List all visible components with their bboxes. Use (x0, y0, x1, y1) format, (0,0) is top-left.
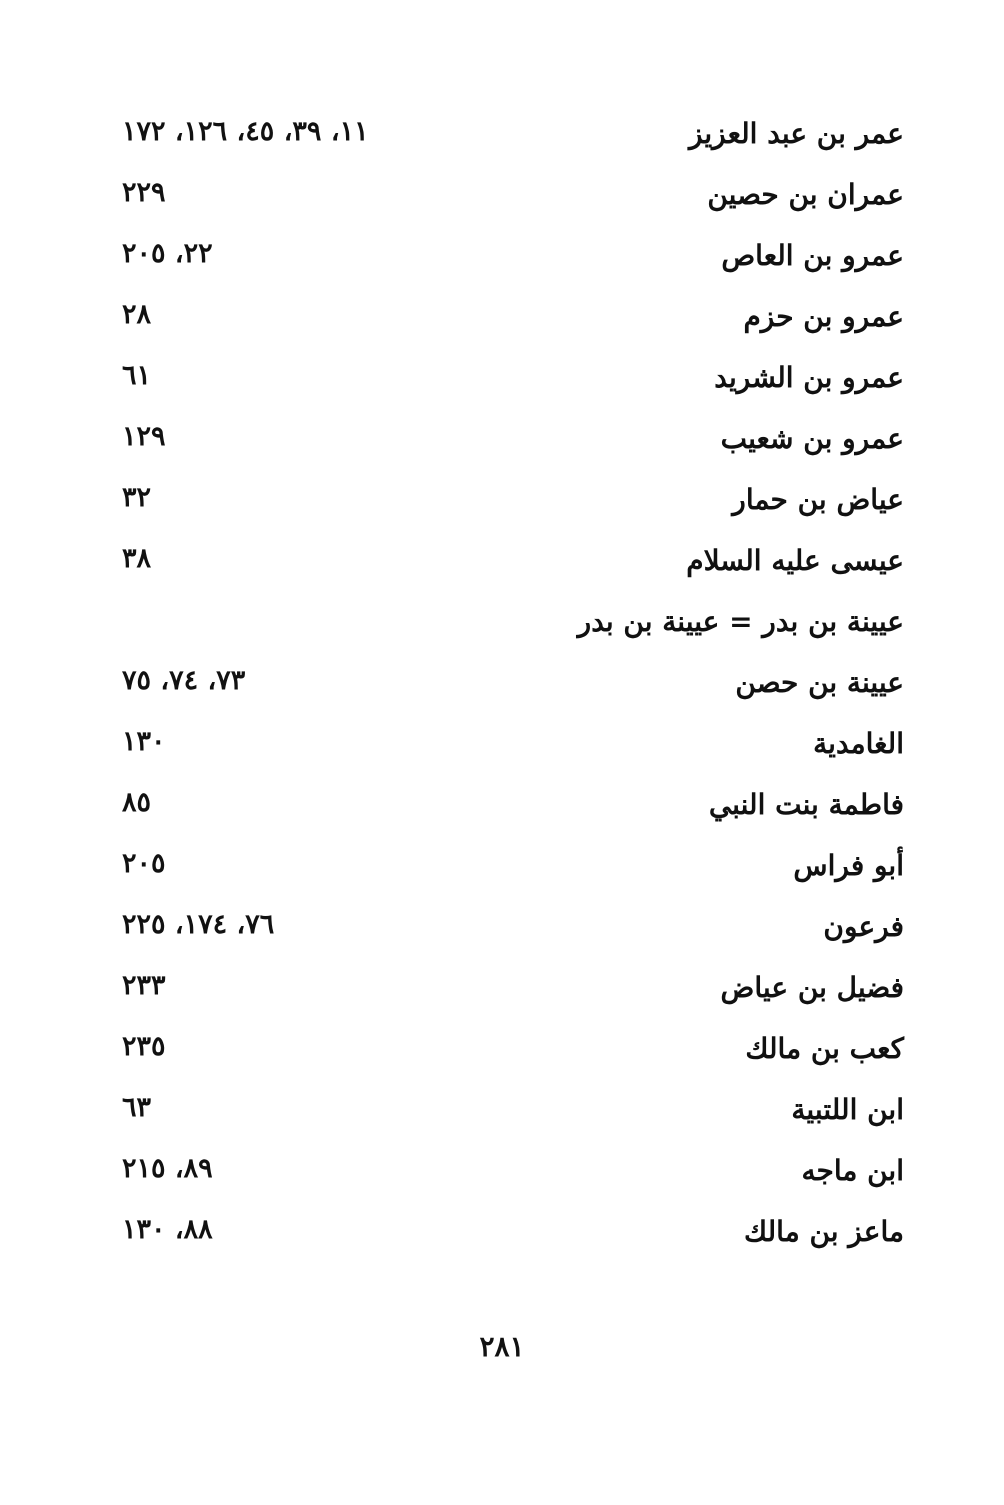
index-entry (112, 1023, 904, 1084)
index-entry (112, 1145, 904, 1206)
entry-name: عمرو بن العاص (721, 239, 904, 272)
index-entry (112, 779, 904, 840)
entry-name: عمرو بن شعيب (720, 422, 904, 455)
entry-pages: ٧٣، ٧٤، ٧٥ (122, 665, 246, 696)
entry-pages: ١١، ٣٩، ٤٥، ١٢٦، ١٧٢ (122, 116, 369, 147)
entry-pages: ٦٣ (122, 1092, 152, 1123)
entry-pages: ٨٥ (122, 787, 152, 818)
entry-pages: ٨٩، ٢١٥ (122, 1153, 213, 1184)
entry-name: فاطمة بنت النبي (708, 788, 904, 821)
index-entry (112, 718, 904, 779)
entry-name: عيينة بن بدر = عيينة بن بدر (577, 605, 904, 638)
index-entry (112, 1206, 904, 1267)
entry-name: عمران بن حصين (707, 178, 904, 211)
entry-pages: ٢٠٥ (122, 848, 166, 879)
index-entry (112, 352, 904, 413)
entry-name: عمر بن عبد العزيز (688, 117, 904, 150)
entry-pages: ٣٨ (122, 543, 152, 574)
entry-pages: ٢٢، ٢٠٥ (122, 238, 213, 269)
entry-name: ابن ماجه (801, 1154, 904, 1187)
entry-pages: ٢٣٥ (122, 1031, 166, 1062)
entry-pages: ٧٦، ١٧٤، ٢٢٥ (122, 909, 275, 940)
index-entry (112, 1084, 904, 1145)
index-entry (112, 230, 904, 291)
index-entry (112, 657, 904, 718)
entry-name: عياض بن حمار (732, 483, 904, 516)
index-entry (112, 108, 904, 169)
entry-name: فضيل بن عياض (720, 971, 904, 1004)
index-entry (112, 962, 904, 1023)
entry-name: عيسى عليه السلام (686, 544, 904, 577)
entry-pages: ٢٣٣ (122, 970, 166, 1001)
entry-pages: ١٣٠ (122, 726, 166, 757)
entry-name: أبو فراس (793, 849, 904, 882)
entry-name: ابن اللتبية (791, 1093, 904, 1126)
name-index-list (112, 108, 904, 1267)
entry-name: عمرو بن الشريد (714, 361, 904, 394)
entry-pages: ٢٢٩ (122, 177, 166, 208)
entry-name: الغامدية (813, 727, 904, 760)
index-entry (112, 596, 904, 657)
entry-pages: ١٢٩ (122, 421, 166, 452)
entry-pages: ٣٢ (122, 482, 152, 513)
index-entry (112, 535, 904, 596)
entry-name: ماعز بن مالك (744, 1215, 904, 1248)
index-entry (112, 169, 904, 230)
page-number: ٢٨١ (479, 1330, 525, 1363)
index-entry (112, 840, 904, 901)
entry-name: فرعون (823, 910, 904, 943)
index-entry (112, 901, 904, 962)
entry-name: كعب بن مالك (745, 1032, 904, 1065)
index-entry (112, 413, 904, 474)
index-entry (112, 474, 904, 535)
entry-pages: ٢٨ (122, 299, 152, 330)
index-entry (112, 291, 904, 352)
entry-pages: ٨٨، ١٣٠ (122, 1214, 213, 1245)
entry-name: عمرو بن حزم (743, 300, 904, 333)
entry-name: عيينة بن حصن (735, 666, 904, 699)
entry-pages: ٦١ (122, 360, 152, 391)
